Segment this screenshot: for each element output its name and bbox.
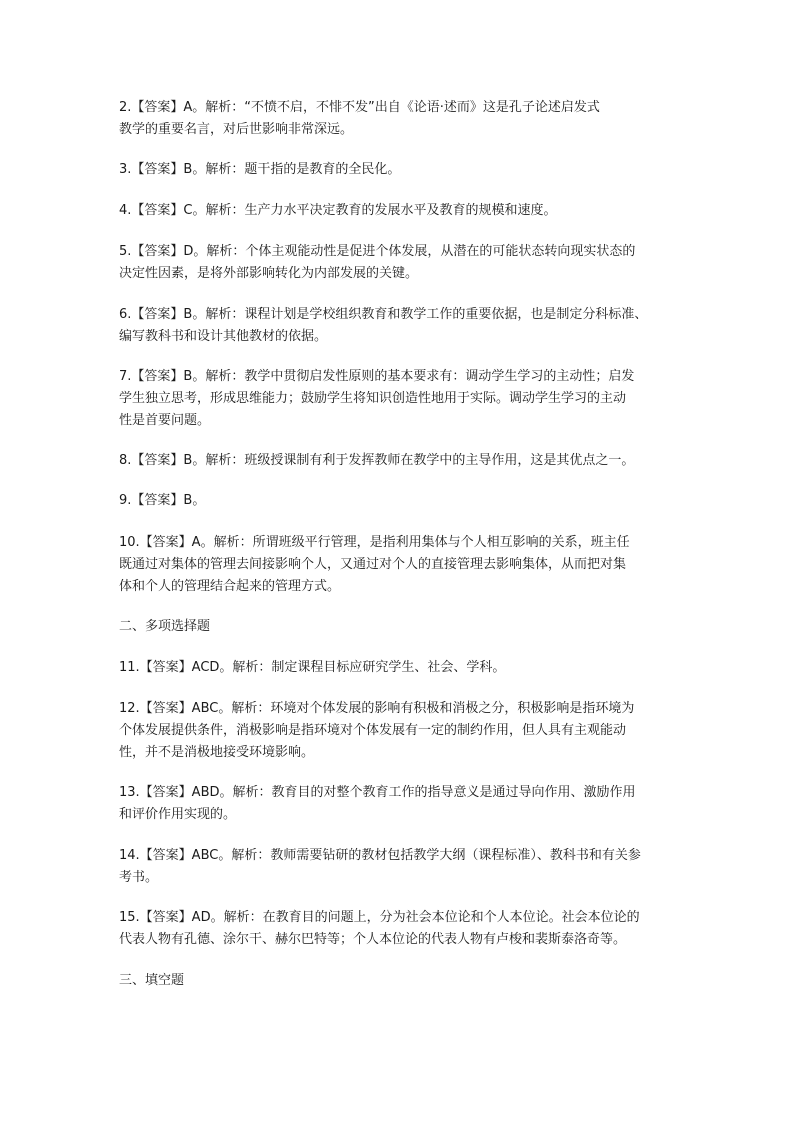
text-line: 编写教科书和设计其他教材的依据。 <box>119 329 328 344</box>
text-line: 个体发展提供条件，消极影响是指环境对个体发展有一定的制约作用，但人具有主观能动 <box>119 723 627 738</box>
text-line: 13.【答案】ABD。解析：教育目的对整个教育工作的指导意义是通过导向作用、激励作用 <box>119 785 636 800</box>
text-line: 性，并不是消极地接受环境影响。 <box>119 745 315 760</box>
section-heading: 二、多项选择题 <box>119 619 211 634</box>
text-line: 10.【答案】A。解析：所谓班级平行管理，是指利用集体与个人相互影响的关系，班主任 <box>119 535 630 550</box>
text-line: 体和个人的管理结合起来的管理方式。 <box>119 579 341 594</box>
answer-5 <box>119 241 689 285</box>
text-line: 性是首要问题。 <box>119 413 211 428</box>
answer-9 <box>119 490 689 512</box>
answer-4 <box>119 200 689 222</box>
text-line: 7.【答案】B。解析：教学中贯彻启发性原则的基本要求有：调动学生学习的主动性；启发 <box>119 369 635 384</box>
text-line: 学生独立思考，形成思维能力；鼓励学生将知识创造性地用于实际。调动学生学习的主动 <box>119 391 627 406</box>
answer-3 <box>119 159 689 181</box>
text-line: 教学的重要名言，对后世影响非常深远。 <box>119 122 354 137</box>
text-line: 决定性因素，是将外部影响转化为内部发展的关键。 <box>119 266 419 281</box>
answer-7 <box>119 366 689 432</box>
text-line: 代表人物有孔德、涂尔干、赫尔巴特等；个人本位论的代表人物有卢梭和裴斯泰洛奇等。 <box>119 932 627 947</box>
answer-6 <box>119 304 689 348</box>
text-line: 4.【答案】C。解析：生产力水平决定教育的发展水平及教育的规模和速度。 <box>119 203 557 218</box>
text-line: 9.【答案】B。 <box>119 493 206 508</box>
section-3-heading <box>119 970 689 992</box>
text-line: 5.【答案】D。解析：个体主观能动性是促进个体发展，从潜在的可能状态转向现实状态的 <box>119 244 636 259</box>
section-heading: 三、填空题 <box>119 973 185 988</box>
text-line: 14.【答案】ABC。解析：教师需要钻研的教材包括教学大纲（课程标准）、教科书和有关参 <box>119 848 641 863</box>
text-line: 11.【答案】ACD。解析：制定课程目标应研究学生、社会、学科。 <box>119 660 506 675</box>
answer-2 <box>119 97 689 141</box>
answer-13 <box>119 782 689 826</box>
answer-10 <box>119 532 689 598</box>
text-line: 12.【答案】ABC。解析：环境对个体发展的影响有积极和消极之分，积极影响是指环境为 <box>119 701 635 716</box>
text-line: 15.【答案】AD。解析：在教育目的问题上，分为社会本位论和个人本位论。社会本位论的 <box>119 910 640 925</box>
text-line: 8.【答案】B。解析：班级授课制有利于发挥教师在教学中的主导作用，这是其优点之一。 <box>119 453 635 468</box>
answer-15 <box>119 907 689 951</box>
answer-12 <box>119 698 689 764</box>
text-line: 考书。 <box>119 870 159 885</box>
answer-8 <box>119 450 689 472</box>
text-line: 6.【答案】B。解析：课程计划是学校组织教育和教学工作的重要依据，也是制定分科标准、 <box>119 307 648 322</box>
text-line: 3.【答案】B。解析：题干指的是教育的全民化。 <box>119 162 401 177</box>
section-2-heading <box>119 616 689 638</box>
text-line: 和评价作用实现的。 <box>119 807 237 822</box>
text-line: 既通过对集体的管理去间接影响个人，又通过对个人的直接管理去影响集体，从而把对集 <box>119 557 627 572</box>
answer-14 <box>119 845 689 889</box>
answer-11 <box>119 657 689 679</box>
text-line: 2.【答案】A。解析：“不愤不启，不悱不发”出自《论语·述而》这是孔子论述启发式 <box>119 100 600 115</box>
